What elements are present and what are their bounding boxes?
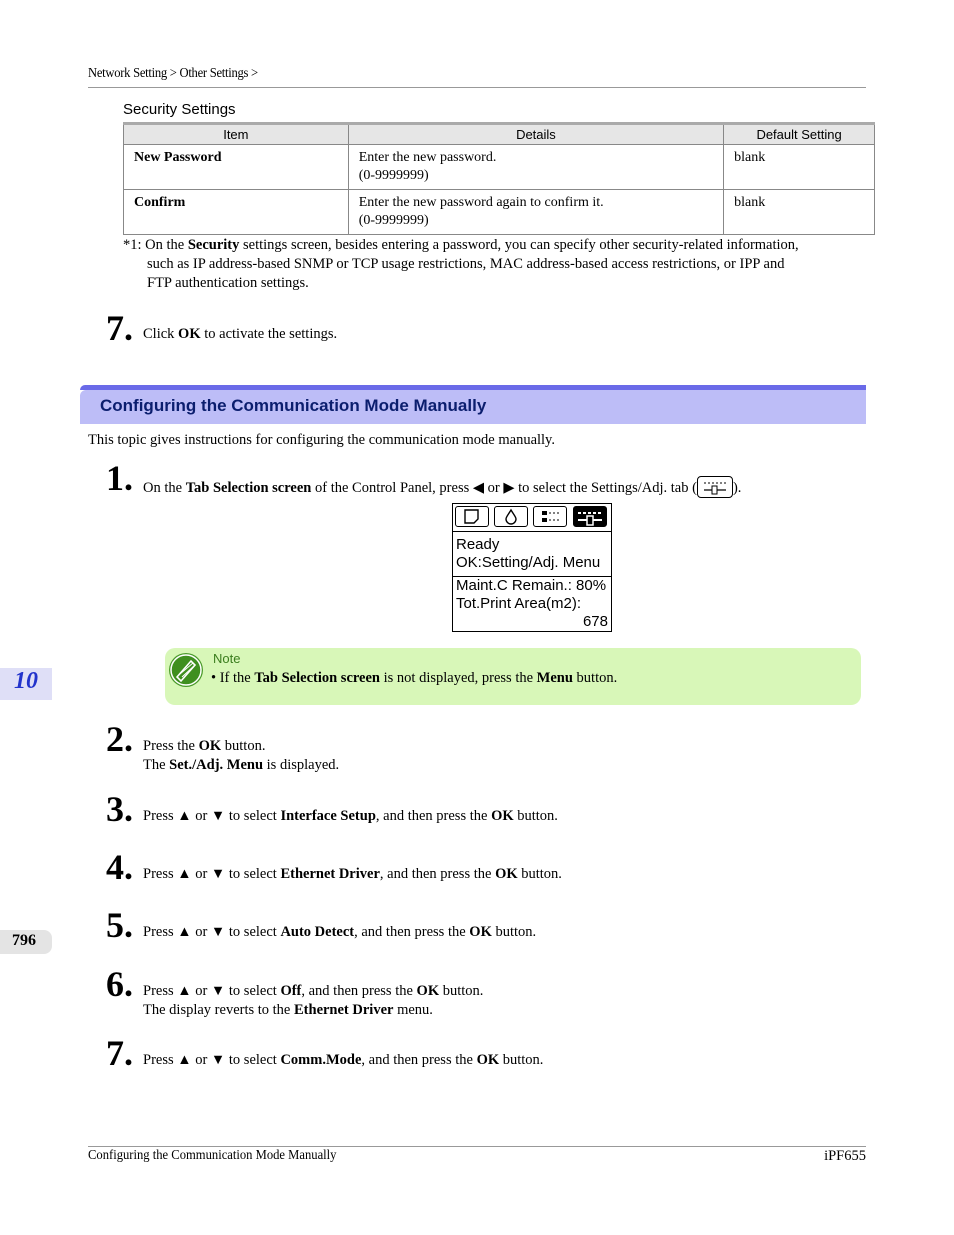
table-caption: Security Settings [123, 101, 236, 118]
step-text: Press ▲ or ▼ to select Auto Detect, and then press the OK button. [143, 924, 537, 940]
step-text: Press the OK button. The Set./Adj. Menu is displayed. [143, 738, 340, 773]
step-number: 7. [106, 1033, 133, 1073]
step-text: On the Tab Selection screen of the Control Panel, press ◀ or ▶ to select the Settings/Adj. tab ( ). [143, 476, 741, 498]
step-number: 7. [106, 308, 133, 348]
section-intro: This topic gives instructions for configuring the communication mode manually. [88, 432, 555, 448]
table-cell-default: blank [724, 145, 875, 190]
lcd-maint-remain: Maint.C Remain.: 80% [456, 577, 607, 594]
step-text: Click OK to activate the settings. [143, 326, 338, 342]
step-number: 1. [106, 458, 133, 498]
control-panel-display [452, 503, 612, 632]
step-number: 2. [106, 719, 133, 759]
column-header-item: Item [124, 124, 349, 145]
column-header-default: Default Setting [724, 124, 875, 145]
table-cell-details: Enter the new password again to confirm it. (0-9999999) [348, 190, 723, 235]
breadcrumb: Network Setting > Other Settings > [88, 66, 258, 81]
table-row [124, 190, 875, 235]
footer-section-title: Configuring the Communication Mode Manually [88, 1148, 337, 1163]
lcd-menu-hint: OK:Setting/Adj. Menu [456, 554, 601, 571]
right-arrow-icon: ▶ [503, 480, 515, 496]
header-rule [88, 87, 866, 88]
lcd-print-area-label: Tot.Print Area(m2): [456, 595, 582, 612]
step-number: 4. [106, 847, 133, 887]
table-cell-item: Confirm [124, 190, 349, 235]
step-text: Press ▲ or ▼ to select Comm.Mode, and then press the OK button. [143, 1052, 544, 1068]
panel-tab-bar [453, 504, 611, 532]
lcd-status-line: Ready [456, 536, 500, 553]
table-header-row [124, 124, 875, 145]
security-settings-table [123, 122, 875, 235]
note-text: • If the Tab Selection screen is not displayed, press the Menu button. [211, 670, 618, 686]
paper-tab-icon [455, 506, 489, 527]
settings-tab-icon [573, 506, 607, 527]
step-text: Press ▲ or ▼ to select Interface Setup, and then press the OK button. [143, 808, 558, 824]
column-header-details: Details [348, 124, 723, 145]
note-pencil-icon [169, 653, 203, 687]
left-arrow-icon: ◀ [472, 480, 485, 496]
table-row [124, 145, 875, 190]
settings-adj-tab-icon [697, 476, 733, 498]
table-cell-item: New Password [124, 145, 349, 190]
step-text: Press ▲ or ▼ to select Off, and then press the OK button. The display reverts to the Ethernet Driver menu. [143, 983, 484, 1018]
note-label: Note [213, 651, 241, 666]
step-number: 3. [106, 789, 133, 829]
job-tab-icon [533, 506, 567, 527]
page-number: 796 [12, 932, 36, 949]
chapter-number: 10 [14, 668, 38, 694]
step-number: 6. [106, 964, 133, 1004]
lcd-print-area-value: 678 [582, 613, 608, 630]
section-title: Configuring the Communication Mode Manually [100, 396, 487, 415]
footer-rule [88, 1146, 866, 1147]
footer-model-name: iPF655 [824, 1148, 866, 1164]
table-cell-details: Enter the new password. (0-9999999) [348, 145, 723, 190]
table-cell-default: blank [724, 190, 875, 235]
ink-tab-icon [494, 506, 528, 527]
step-number: 5. [106, 905, 133, 945]
footnote: *1: On the Security settings screen, besides entering a password, you can specify other security-related information, such as IP address-based SNMP or TCP usage restrictions, MAC address-based access restrictions, or IPP and FTP authentication settings. [123, 237, 799, 291]
step-text: Press ▲ or ▼ to select Ethernet Driver, and then press the OK button. [143, 866, 562, 882]
